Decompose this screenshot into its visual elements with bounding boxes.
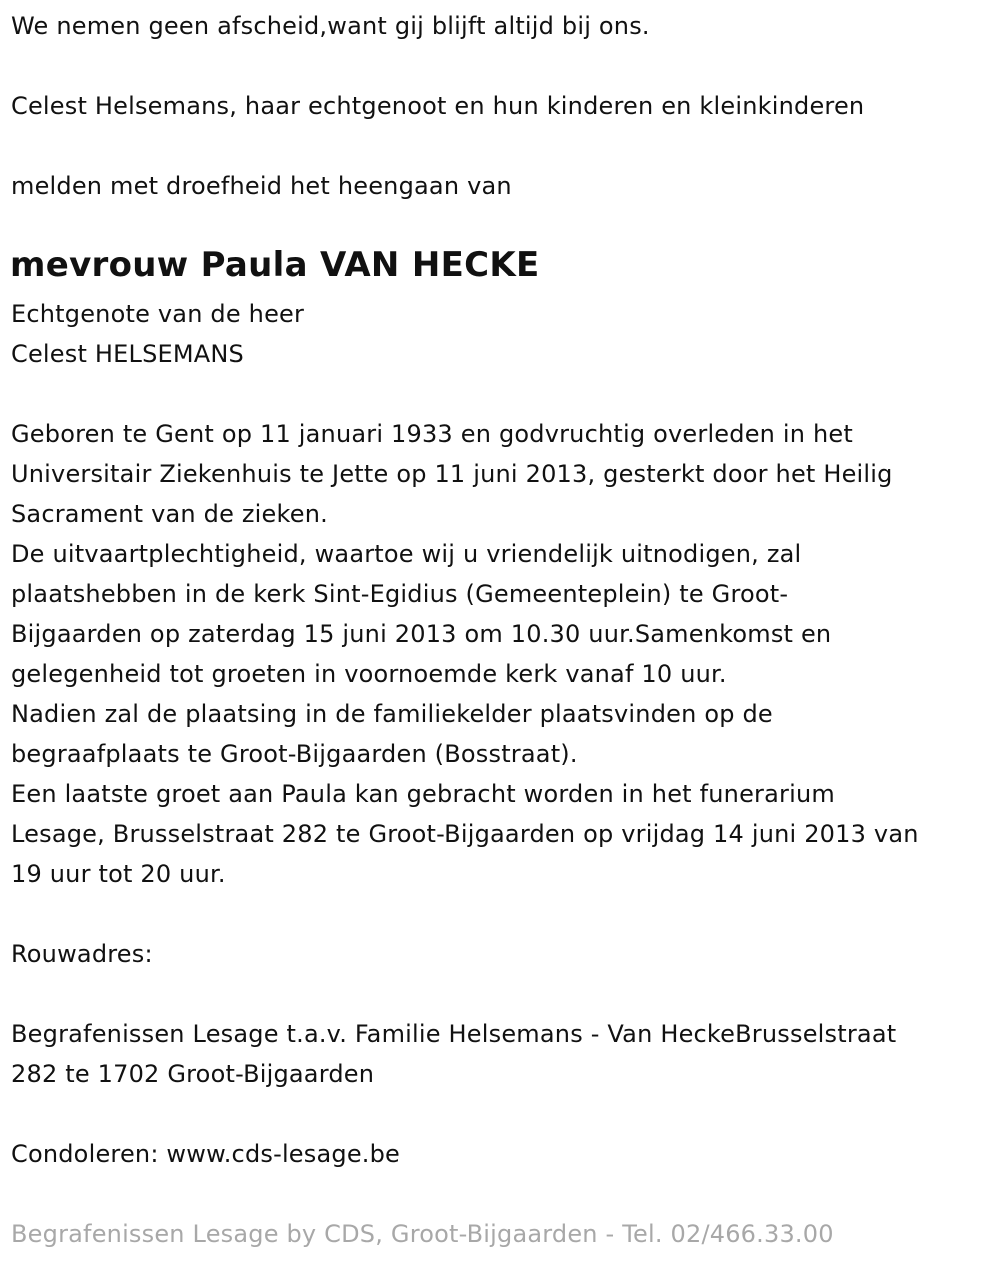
condolence-line: Condoleren: www.cds-lesage.be: [11, 1140, 401, 1168]
body-line: Sacrament van de zieken.: [11, 500, 328, 528]
body-line: Een laatste groet aan Paula kan gebracht worden in het funerarium: [11, 780, 835, 808]
spouse-line-1: Echtgenote van de heer: [11, 300, 305, 328]
spouse-line-2: Celest HELSEMANS: [11, 340, 244, 368]
address-label: Rouwadres:: [11, 940, 153, 968]
body-line: gelegenheid tot groeten in voornoemde kerk vanaf 10 uur.: [11, 660, 727, 688]
body-line: De uitvaartplechtigheid, waartoe wij u vriendelijk uitnodigen, zal: [11, 540, 802, 568]
body-line: 19 uur tot 20 uur.: [11, 860, 226, 888]
address-line-2: 282 te 1702 Groot-Bijgaarden: [11, 1060, 375, 1088]
body-line: Universitair Ziekenhuis te Jette op 11 juni 2013, gesterkt door het Heilig: [11, 460, 893, 488]
body-line: plaatshebben in de kerk Sint-Egidius (Gemeenteplein) te Groot-: [11, 580, 789, 608]
body-line: Nadien zal de plaatsing in de familiekelder plaatsvinden op de: [11, 700, 773, 728]
body-line: Geboren te Gent op 11 januari 1933 en godvruchtig overleden in het: [11, 420, 854, 448]
body-line: Lesage, Brusselstraat 282 te Groot-Bijgaarden op vrijdag 14 juni 2013 van: [11, 820, 919, 848]
family-line: Celest Helsemans, haar echtgenoot en hun kinderen en kleinkinderen: [11, 92, 865, 120]
body-line: Bijgaarden op zaterdag 15 juni 2013 om 10.30 uur.Samenkomst en: [11, 620, 832, 648]
deceased-name: mevrouw Paula VAN HECKE: [10, 245, 540, 285]
intro-quote: We nemen geen afscheid,want gij blijft altijd bij ons.: [11, 12, 650, 40]
announce-line: melden met droefheid het heengaan van: [11, 172, 512, 200]
footer-credit: Begrafenissen Lesage by CDS, Groot-Bijgaarden - Tel. 02/466.33.00: [11, 1220, 834, 1248]
address-line-1: Begrafenissen Lesage t.a.v. Familie Helsemans - Van HeckeBrusselstraat: [11, 1020, 897, 1048]
body-line: begraafplaats te Groot-Bijgaarden (Bosstraat).: [11, 740, 578, 768]
